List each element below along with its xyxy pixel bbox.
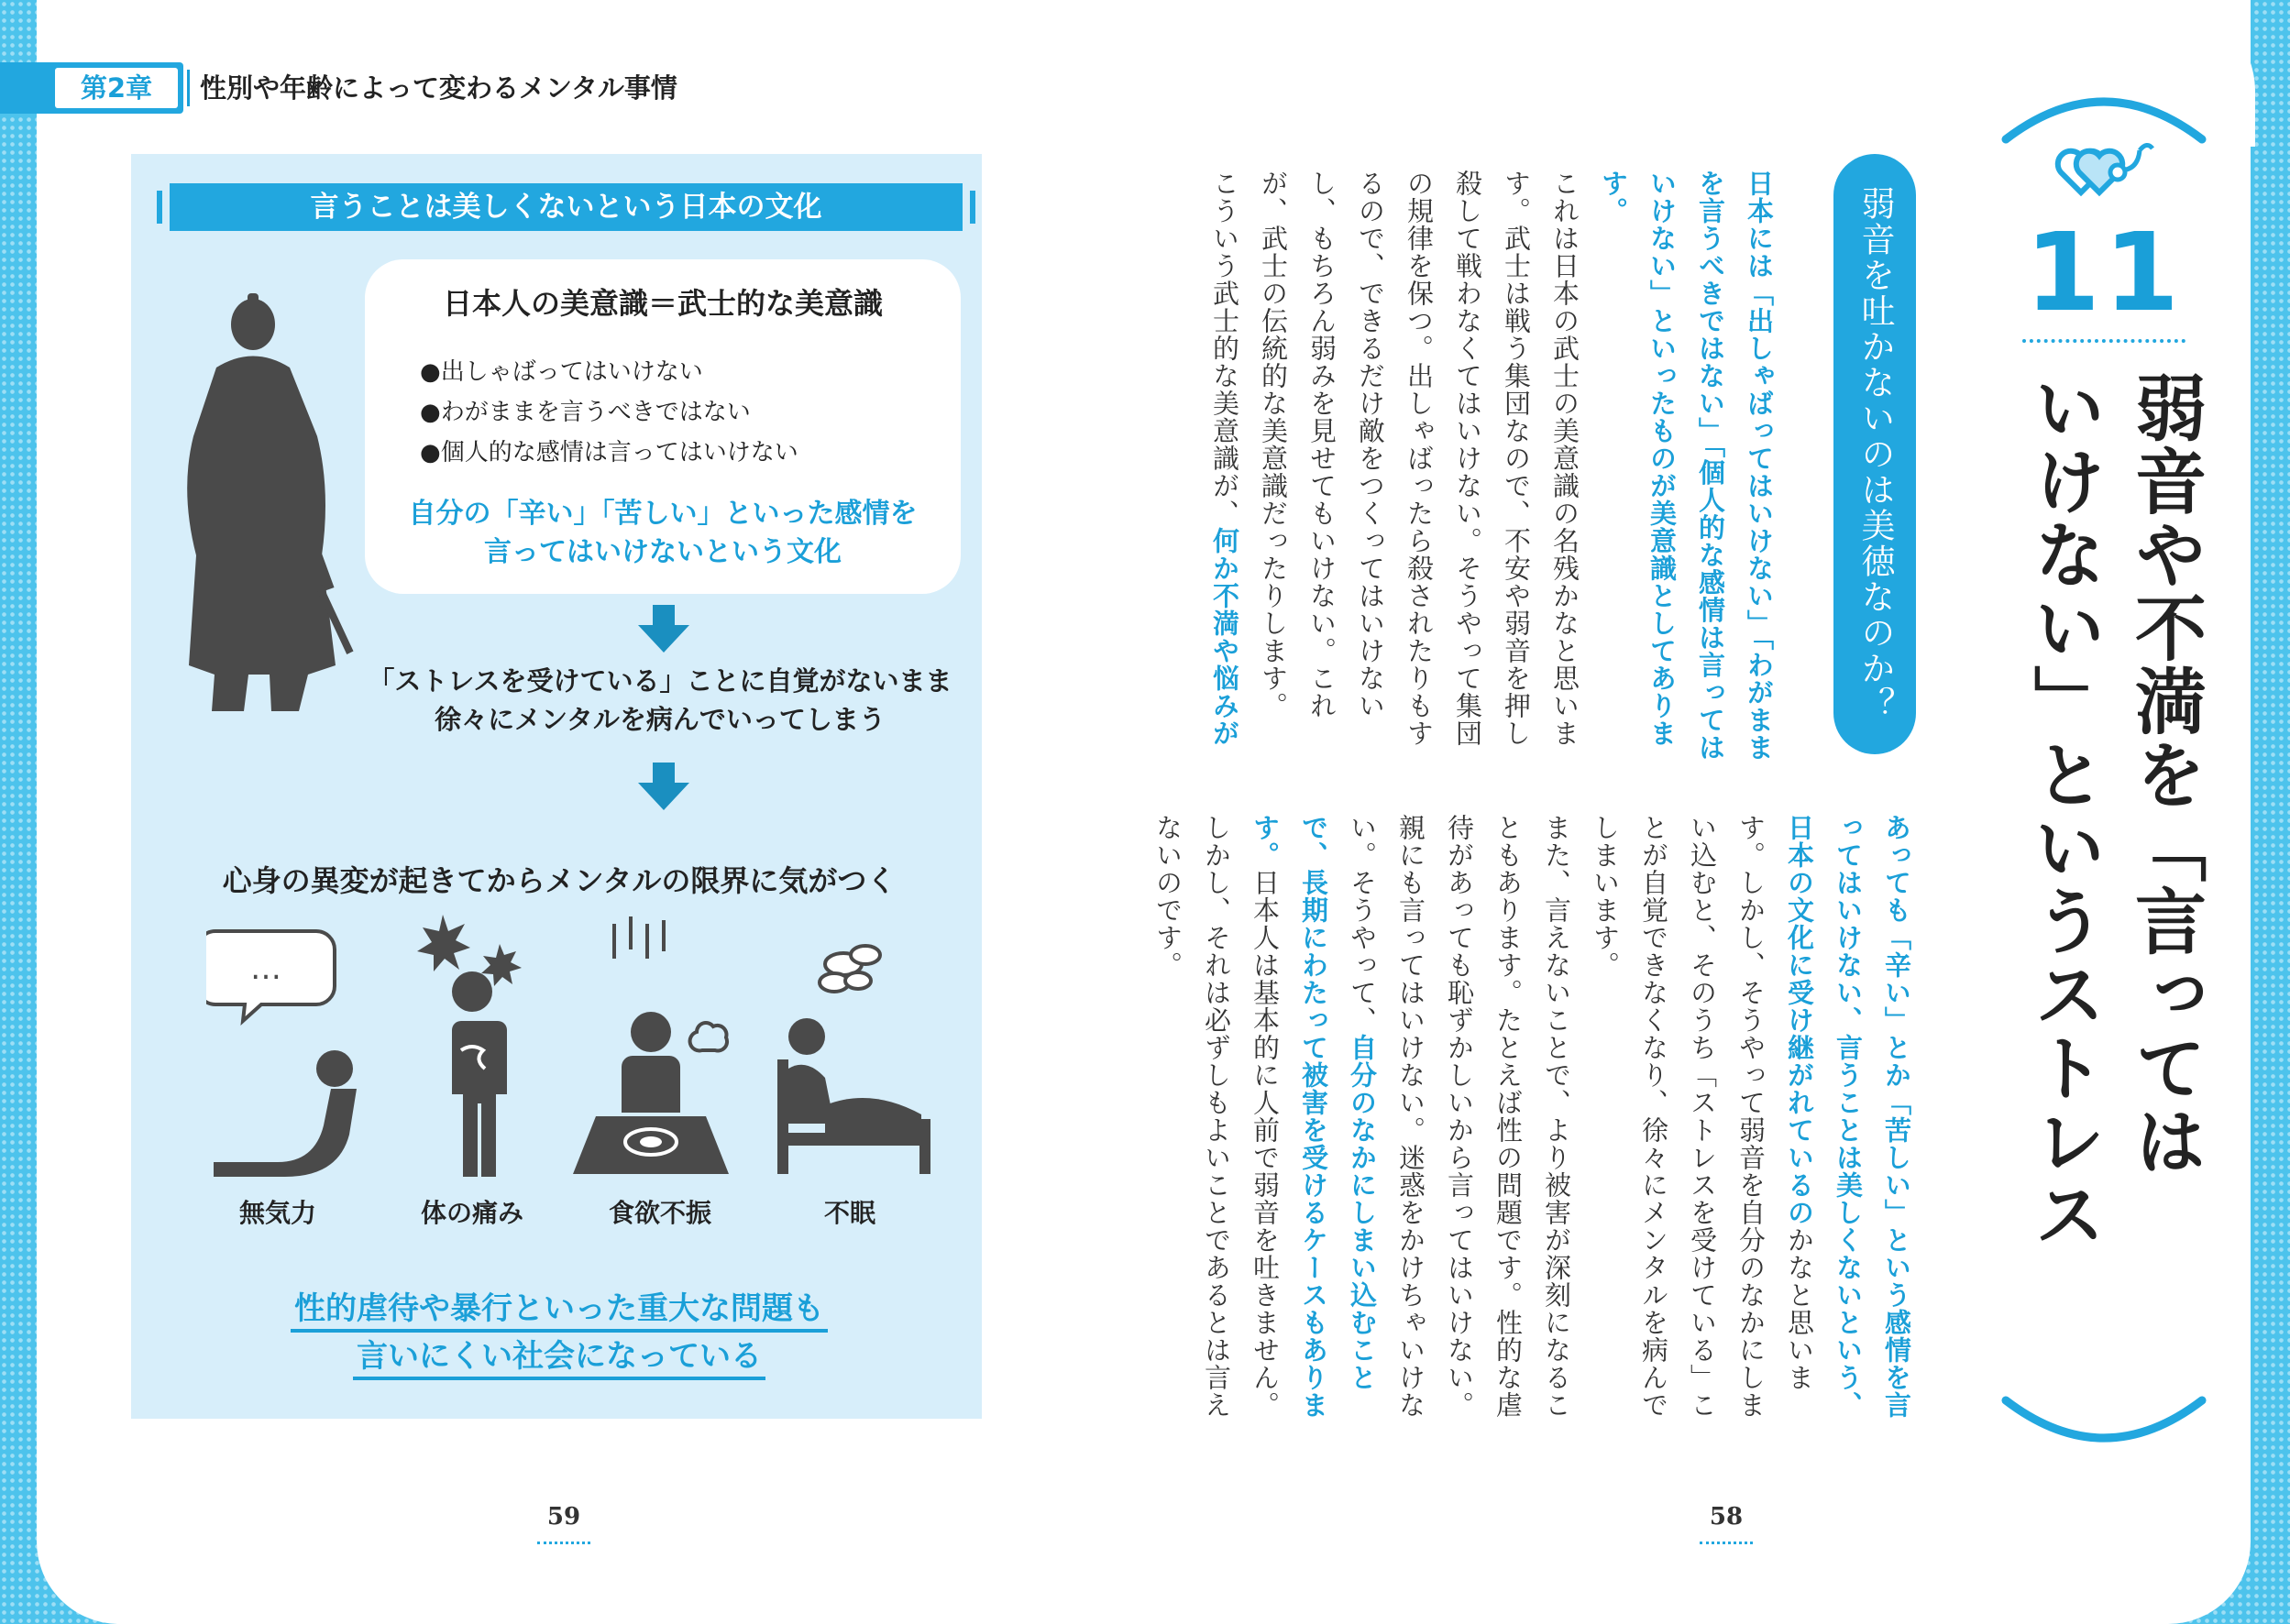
chapter-divider xyxy=(187,70,190,106)
body-highlight: 何か不満や悩みが xyxy=(1209,527,1240,747)
down-arrow-icon xyxy=(638,763,689,810)
section-title-line: いけない」というストレス xyxy=(2022,371,2105,1251)
body-text-run: 日本人は基本的に人前で弱音を吐きません。しかし、それは必ずしもよいことであるとは言えないのです。 xyxy=(1152,814,1281,1419)
section-subtitle: 弱音を吐かないのは美徳なのか？ xyxy=(1855,186,1895,722)
section-title xyxy=(2013,371,2215,1251)
bullet-item: ● 個人的な感情は言ってはいけない xyxy=(420,433,798,473)
body-text-lower xyxy=(1152,814,1921,1419)
samurai-silhouette-icon xyxy=(161,280,372,711)
symptom-label-appetite: 食欲不振 xyxy=(608,1198,711,1228)
stress-line: 「ストレスを受けている」ことに自覚がないまま xyxy=(368,665,952,697)
body-paragraph: これは日本の武士の美意識の名残かなと思います。武士は戦う集団なので、不安や弱音を押し殺して戦わなくてはいけない。そうやって集団の規律を保つ。出しゃばったら殺されたりもするので、できるだけ敵をつくってはいけないし、もちろん弱みを見せてもいけない。これが、武士の伝統的な美意識だったりします。 xyxy=(1258,170,1580,747)
bottom-brace-decoration xyxy=(1998,1393,2209,1457)
page-number-left: 59 xyxy=(546,1503,581,1531)
page-number-right: 58 xyxy=(1709,1503,1744,1531)
body-pain-icon xyxy=(417,913,536,1179)
symptom-label-insomnia: 不眠 xyxy=(823,1198,875,1228)
stress-text xyxy=(348,662,972,739)
down-arrow-icon xyxy=(638,605,689,653)
card-title: 日本人の美意識＝武士的な美意識 xyxy=(442,286,883,321)
body-highlight: あっても「辛い」とか「苦しい」という感情を言ってはいけない、言うことは美しくないという、日本の文化に受け継がれているの xyxy=(1784,814,1912,1419)
card-note-line: 自分の「辛い」「苦しい」といった感情を xyxy=(408,498,918,530)
bullet-item: ● わがままを言うべきではない xyxy=(420,392,798,433)
body-highlight: 自分のなかにしまい込むことで、長期にわたって被害を受けるケースもあります。 xyxy=(1250,814,1378,1419)
bottom-message-text: 性的虐待や暴行といった重大な問題も xyxy=(291,1290,828,1333)
body-text-run: こういう武士的な美意識が、 xyxy=(1209,170,1240,527)
body-text-run: また、言えないことで、より被害が深刻になることもあります。たとえば性の問題です。性的な虐待があっても恥ずかしいから言ってはいけない。親にも言ってはいけない。迷惑をかけちゃいけない。そうやって、 xyxy=(1347,814,1572,1419)
body-text-upper xyxy=(1209,170,1783,765)
symptom-label-pain: 体の痛み xyxy=(420,1198,523,1228)
stress-line: 徐々にメンタルを病んでいってしまう xyxy=(435,704,886,735)
section-subtitle-pill xyxy=(1833,154,1916,754)
body-text-run: かなと思います。しかし、そうやって弱音を自分のなかにしまい込むと、そのうち「ストレスを受けている」ことが自覚できなくなり、徐々にメンタルを病んでしまいます。 xyxy=(1590,814,1815,1419)
symptom-label-lethargy: 無気力 xyxy=(238,1198,316,1228)
realize-text: 心身の異変が起きてからメンタルの限界に気がつく xyxy=(222,863,897,898)
speech-dots: … xyxy=(250,950,281,987)
page-number-dots xyxy=(1700,1542,1753,1544)
bottom-message-line xyxy=(138,1283,981,1328)
chapter-badge xyxy=(0,62,183,114)
chapter-title: 性別や年齢によって変わるメンタル事情 xyxy=(200,72,677,104)
card-note xyxy=(365,495,961,572)
bottom-message-text: 言いにくい社会になっている xyxy=(353,1338,765,1380)
chapter-label: 第2章 xyxy=(55,68,178,108)
appetite-loss-icon xyxy=(568,913,733,1179)
section-title-line: 弱音や不満を「言っては xyxy=(2123,371,2206,1178)
body-highlight: 日本には「出しゃばってはいけない」「わがままを言うべきではない」「個人的な感情は言ってはいけない」といったものが美意識としてあります。 xyxy=(1598,170,1775,762)
lethargy-icon xyxy=(206,913,362,1179)
insomnia-icon xyxy=(770,913,935,1179)
section-number: 11 xyxy=(2024,209,2184,335)
section-number-dots xyxy=(2022,339,2185,343)
bottom-message-line xyxy=(138,1331,981,1376)
page-number-dots xyxy=(537,1542,590,1544)
card-note-line: 言ってはいけないという文化 xyxy=(484,536,842,568)
culture-bullet-list xyxy=(420,352,798,473)
bullet-item: ● 出しゃばってはいけない xyxy=(420,352,798,392)
heart-stethoscope-icon xyxy=(2053,136,2163,200)
infographic-banner: 言うことは美しくないという日本の文化 xyxy=(170,183,963,231)
